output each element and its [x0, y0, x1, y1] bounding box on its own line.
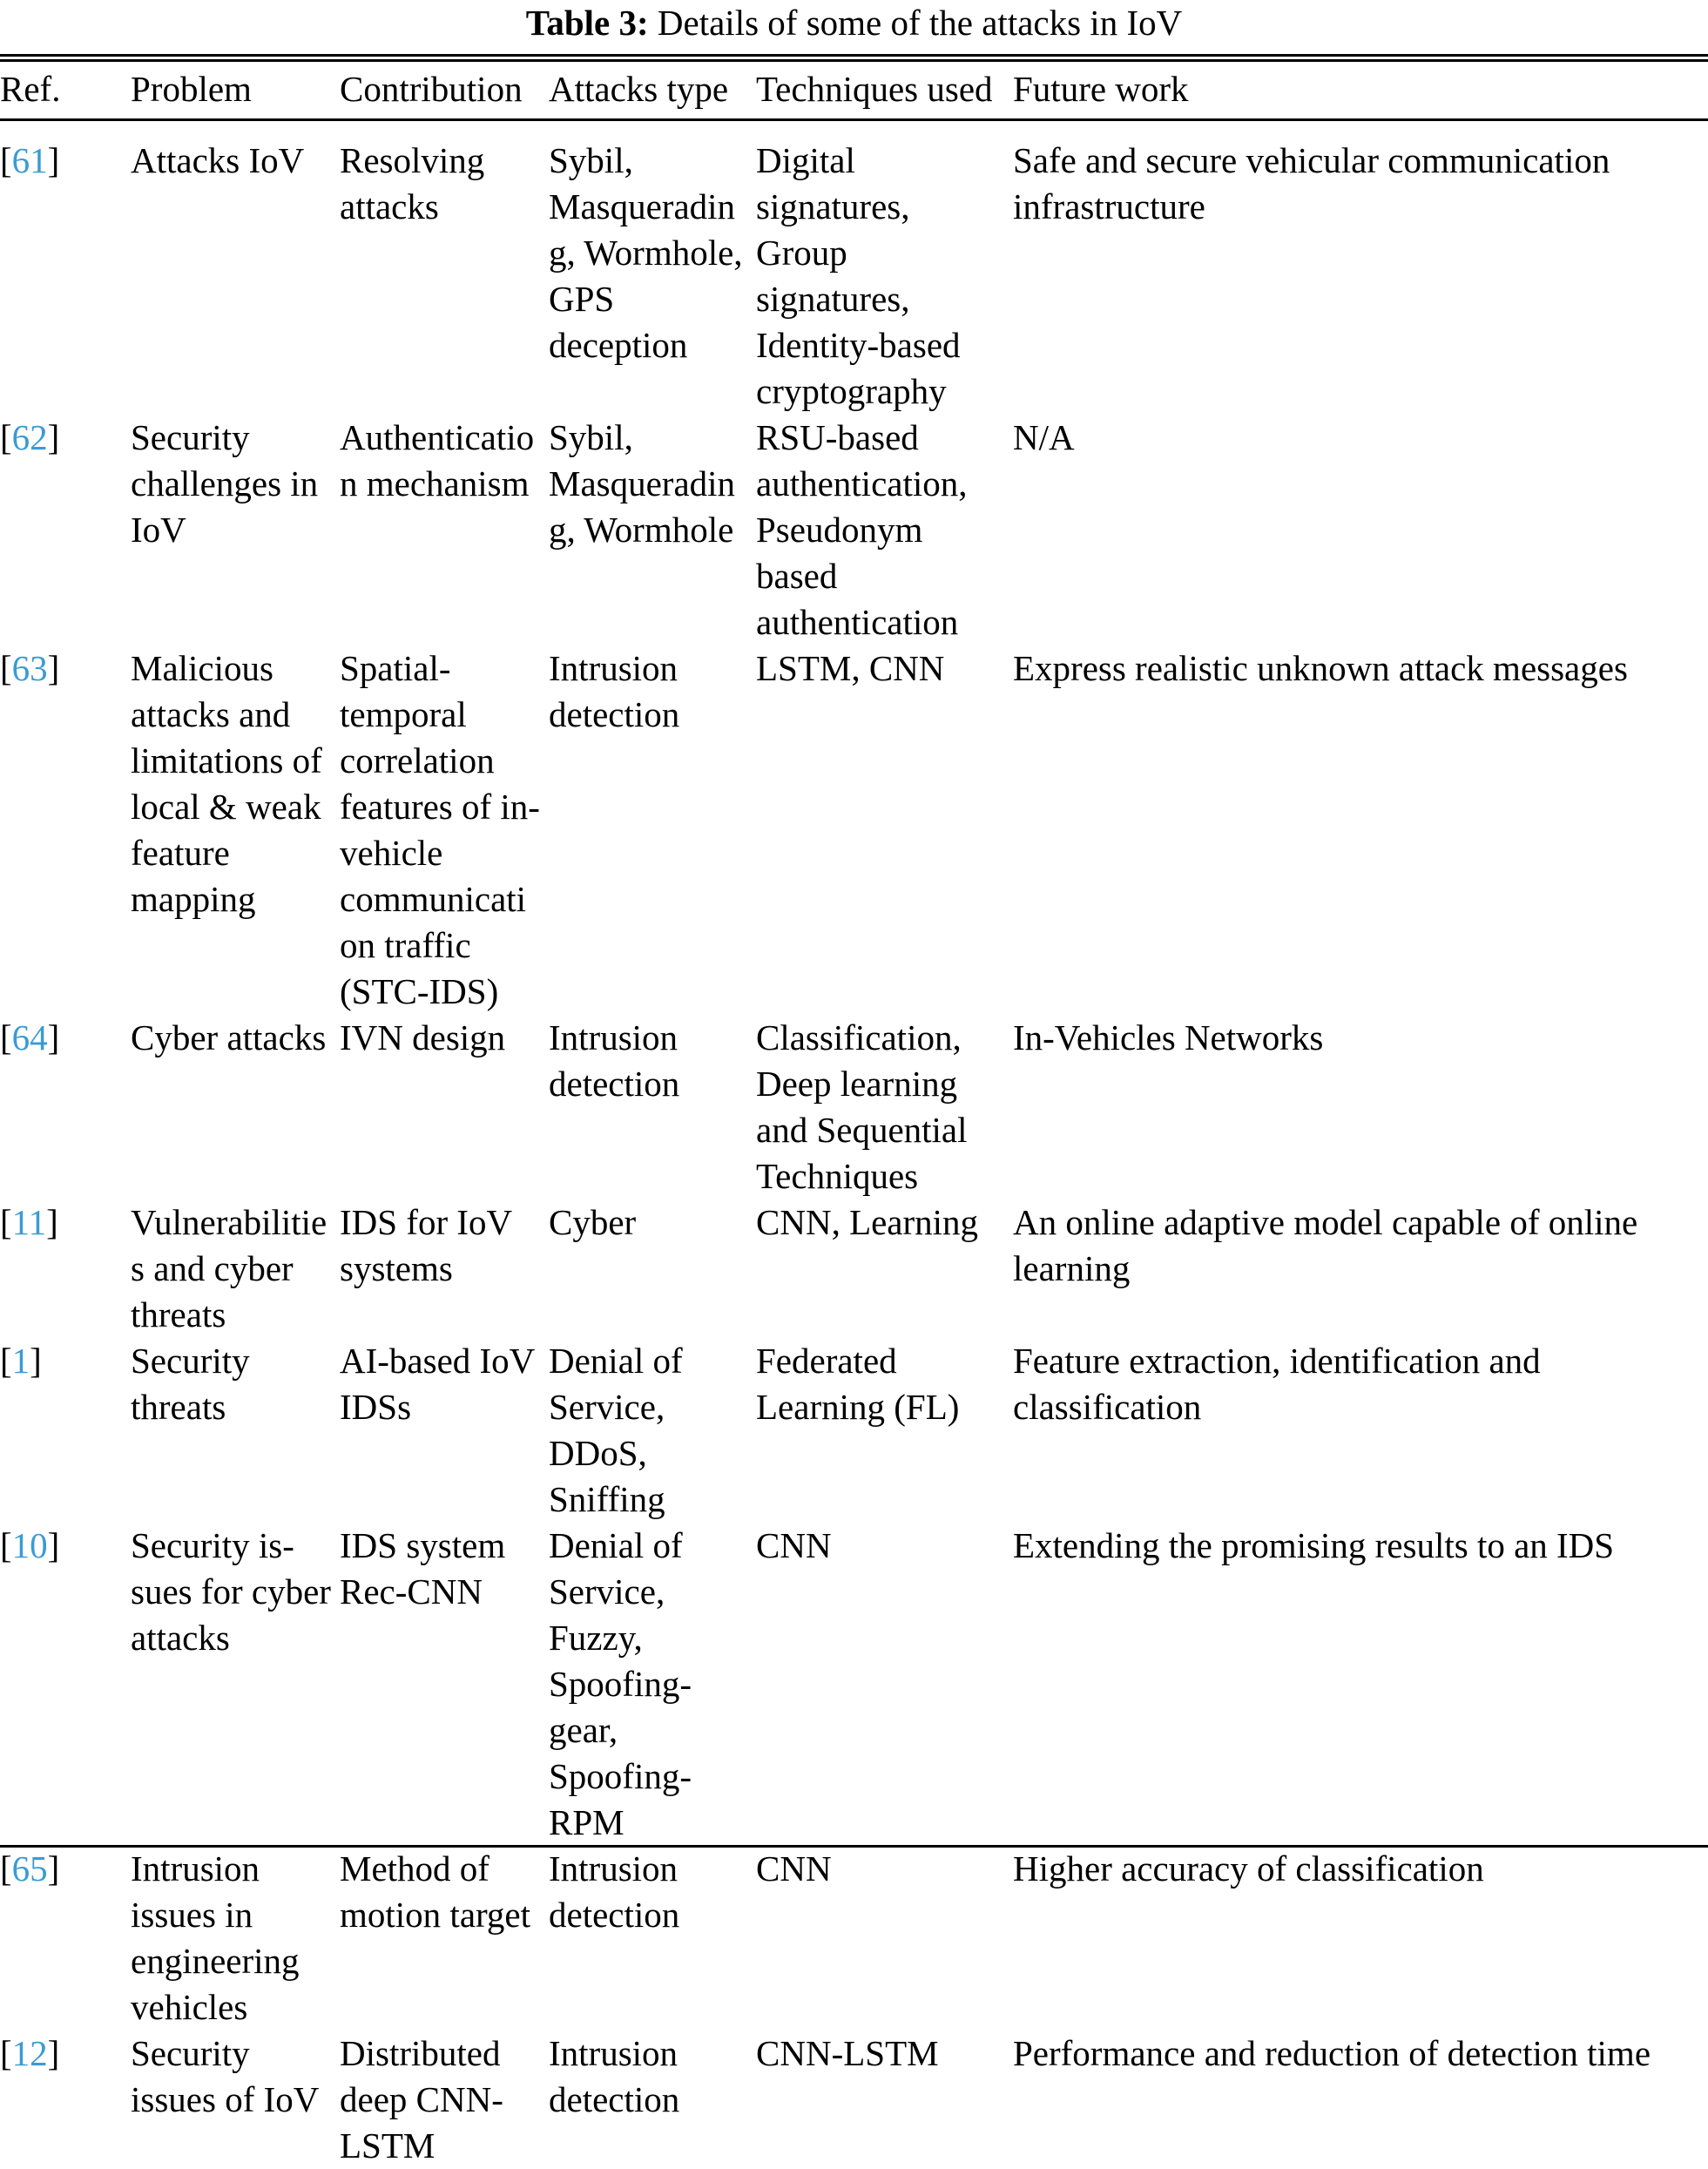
reference-link[interactable]	[0, 645, 131, 692]
cell-problem-text: Security challenges in IoV	[131, 417, 319, 550]
bracket-close: ]	[47, 1525, 60, 1565]
column-header-problem-label: Problem	[131, 69, 252, 109]
cell-ref	[0, 1338, 131, 1523]
cell-future-work-text: Extending the promising results to an IDS	[1013, 1525, 1615, 1565]
bracket-open: [	[0, 1341, 12, 1381]
bracket-close: ]	[30, 1341, 42, 1381]
cell-techniques-used	[756, 1199, 1013, 1338]
reference-link[interactable]	[0, 1523, 131, 1569]
cell-techniques-used-text: CNN, Learning	[756, 1202, 979, 1242]
cell-attacks-type-text: Intrusion detection	[549, 1848, 680, 1935]
bracket-close: ]	[47, 417, 60, 457]
cell-contribution	[340, 1846, 549, 2030]
cell-contribution-text: Resolving attacks	[340, 140, 485, 226]
cell-problem	[131, 1523, 340, 1846]
table-row	[0, 1846, 1708, 2030]
cell-problem	[131, 1338, 340, 1523]
cell-techniques-used-text: CNN	[756, 1525, 832, 1565]
cell-techniques-used-text: RSU-based authentication, Pseudonym based authentication	[756, 417, 968, 642]
cell-techniques-used	[756, 1015, 1013, 1199]
cell-attacks-type-text: Sybil, Masquerading, Wormhole	[549, 417, 736, 550]
cell-future-work-text: An online adaptive model capable of online learning	[1013, 1202, 1638, 1288]
table-row	[0, 415, 1708, 645]
cell-future-work	[1013, 1846, 1708, 2030]
table-row	[0, 138, 1708, 415]
cell-attacks-type	[549, 138, 756, 415]
bracket-open: [	[0, 140, 12, 180]
cell-attacks-type-text: Intrusion detection	[549, 2033, 680, 2119]
cell-contribution-text: IVN design	[340, 1017, 506, 1057]
cell-problem	[131, 1846, 340, 2030]
cell-future-work	[1013, 1199, 1708, 1338]
cell-ref	[0, 2030, 131, 2169]
cell-problem-text: Vulnerabilities and cyber threats	[131, 1202, 327, 1335]
cell-attacks-type-text: Sybil, Masquerading, Wormhole, GPS deception	[549, 140, 743, 365]
cell-contribution	[340, 1523, 549, 1846]
cell-future-work-text: Performance and reduction of detection time	[1013, 2033, 1651, 2073]
cell-future-work	[1013, 1523, 1708, 1846]
table-caption	[0, 0, 1708, 45]
cell-contribution-text: IDS for IoV systems	[340, 1202, 512, 1288]
cell-attacks-type-text: Denial of Service, Fuzzy, Spoofing-gear, Spoofing-RPM	[549, 1525, 692, 1842]
cell-ref	[0, 1015, 131, 1199]
cell-problem-text: Malicious attacks and limitations of local & weak feature mapping	[131, 648, 322, 919]
cell-contribution-text: Spatial-temporal correlation features of in-vehicle communication traffic (STC-IDS)	[340, 648, 540, 1011]
cell-techniques-used-text: LSTM, CNN	[756, 648, 945, 688]
bracket-open: [	[0, 417, 12, 457]
bracket-close: ]	[47, 2033, 60, 2073]
cell-future-work	[1013, 138, 1708, 415]
table-header-row	[0, 66, 1708, 138]
reference-number[interactable]: 61	[11, 140, 48, 180]
cell-attacks-type	[549, 1015, 756, 1199]
table-header	[0, 66, 1708, 138]
cell-techniques-used-text: Federated Learning (FL)	[756, 1341, 960, 1427]
cell-techniques-used-text: CNN	[756, 1848, 832, 1889]
cell-attacks-type	[549, 1338, 756, 1523]
cell-contribution	[340, 2030, 549, 2169]
cell-attacks-type	[549, 645, 756, 1015]
cell-attacks-type-text: Denial of Service, DDoS, Sniffing	[549, 1341, 683, 1519]
cell-attacks-type-text: Cyber	[549, 1202, 637, 1242]
reference-link[interactable]	[0, 2030, 131, 2077]
reference-number[interactable]: 65	[11, 1848, 48, 1889]
reference-link[interactable]	[0, 1015, 131, 1061]
cell-ref	[0, 1846, 131, 2030]
cell-attacks-type-text: Intrusion detection	[549, 1017, 680, 1104]
reference-number[interactable]: 12	[11, 2033, 48, 2073]
cell-techniques-used	[756, 415, 1013, 645]
cell-problem-text: Cyber attacks	[131, 1017, 327, 1057]
cell-contribution-text: IDS system Rec-CNN	[340, 1525, 506, 1612]
cell-techniques-used	[756, 1338, 1013, 1523]
cell-attacks-type	[549, 2030, 756, 2169]
column-header-contribution	[340, 66, 549, 138]
cell-techniques-used-text: Digital signatures, Group signatures, Identity-based cryptography	[756, 140, 961, 411]
reference-link[interactable]	[0, 138, 131, 184]
cell-future-work-text: N/A	[1013, 417, 1075, 457]
column-header-techniques-used-label: Techniques used	[756, 69, 993, 109]
table-row	[0, 1523, 1708, 1846]
cell-techniques-used-text: CNN-LSTM	[756, 2033, 939, 2073]
cell-attacks-type	[549, 1199, 756, 1338]
table-row	[0, 1015, 1708, 1199]
cell-contribution	[340, 138, 549, 415]
cell-attacks-type	[549, 415, 756, 645]
cell-problem-text: Intrusion issues in engineering vehicles	[131, 1848, 300, 2027]
table-row	[0, 1199, 1708, 1338]
reference-link[interactable]	[0, 1846, 131, 1892]
cell-contribution	[340, 645, 549, 1015]
bracket-open: [	[0, 648, 12, 688]
reference-number[interactable]: 1	[11, 1341, 30, 1381]
bracket-close: ]	[47, 1848, 60, 1889]
cell-techniques-used	[756, 645, 1013, 1015]
cell-contribution	[340, 1338, 549, 1523]
cell-problem-text: Attacks IoV	[131, 140, 305, 180]
bracket-open: [	[0, 1202, 12, 1242]
table-body	[0, 138, 1708, 2169]
bracket-close: ]	[46, 1202, 58, 1242]
bracket-open: [	[0, 2033, 12, 2073]
column-header-attacks-type	[549, 66, 756, 138]
column-header-contribution-label: Contribution	[340, 69, 523, 109]
cell-contribution	[340, 1015, 549, 1199]
cell-techniques-used	[756, 1846, 1013, 2030]
bracket-close: ]	[47, 648, 60, 688]
cell-attacks-type-text: Intrusion detection	[549, 648, 680, 734]
table-row	[0, 645, 1708, 1015]
table-row	[0, 1338, 1708, 1523]
bracket-open: [	[0, 1017, 12, 1057]
cell-future-work-text: Express realistic unknown attack messages	[1013, 648, 1628, 688]
column-header-ref-label: Ref.	[0, 69, 61, 109]
cell-ref	[0, 1199, 131, 1338]
bracket-open: [	[0, 1525, 12, 1565]
cell-problem-text: Security is-sues for cyber attacks	[131, 1525, 331, 1658]
cell-techniques-used-text: Classification, Deep learning and Sequential Techniques	[756, 1017, 968, 1196]
cell-ref	[0, 1523, 131, 1846]
cell-future-work	[1013, 1015, 1708, 1199]
reference-number[interactable]: 11	[11, 1202, 47, 1242]
reference-number[interactable]: 10	[11, 1525, 48, 1565]
cell-problem	[131, 415, 340, 645]
cell-ref	[0, 645, 131, 1015]
cell-problem-text: Security issues of IoV	[131, 2033, 320, 2119]
cell-future-work-text: Safe and secure vehicular communication infrastructure	[1013, 140, 1610, 226]
column-header-ref	[0, 66, 131, 138]
cell-contribution-text: Method of motion target	[340, 1848, 531, 1935]
column-header-future-work-label: Future work	[1013, 69, 1189, 109]
cell-contribution	[340, 1199, 549, 1338]
bracket-close: ]	[47, 140, 60, 180]
table-top-rule	[0, 54, 1708, 62]
reference-link[interactable]	[0, 415, 131, 461]
reference-link[interactable]	[0, 1199, 131, 1246]
cell-ref	[0, 138, 131, 415]
reference-number[interactable]: 64	[11, 1017, 48, 1057]
table-caption-label: Table 3:	[525, 3, 649, 43]
cell-contribution	[340, 415, 549, 645]
cell-future-work	[1013, 645, 1708, 1015]
column-header-techniques-used	[756, 66, 1013, 138]
cell-future-work-text: Feature extraction, identification and classification	[1013, 1341, 1541, 1427]
cell-ref	[0, 415, 131, 645]
table-row	[0, 2030, 1708, 2169]
cell-future-work	[1013, 415, 1708, 645]
column-header-attacks-type-label: Attacks type	[549, 69, 729, 109]
reference-link[interactable]	[0, 1338, 131, 1384]
bracket-close: ]	[47, 1017, 60, 1057]
cell-techniques-used	[756, 138, 1013, 415]
cell-problem	[131, 645, 340, 1015]
attacks-table	[0, 66, 1708, 2169]
cell-techniques-used	[756, 1523, 1013, 1846]
cell-attacks-type	[549, 1523, 756, 1846]
cell-attacks-type	[549, 1846, 756, 2030]
cell-problem-text: Security threats	[131, 1341, 250, 1427]
bracket-open: [	[0, 1848, 12, 1889]
column-header-problem	[131, 66, 340, 138]
cell-problem	[131, 138, 340, 415]
cell-contribution-text: Distributed deep CNN-LSTM	[340, 2033, 503, 2166]
attacks-table-wrapper	[0, 66, 1708, 2169]
reference-number[interactable]: 62	[11, 417, 48, 457]
cell-problem	[131, 1015, 340, 1199]
cell-future-work-text: Higher accuracy of classification	[1013, 1848, 1484, 1889]
cell-future-work	[1013, 1338, 1708, 1523]
cell-techniques-used	[756, 2030, 1013, 2169]
reference-number[interactable]: 63	[11, 648, 48, 688]
cell-future-work	[1013, 2030, 1708, 2169]
cell-problem	[131, 2030, 340, 2169]
cell-future-work-text: In-Vehicles Networks	[1013, 1017, 1324, 1057]
table-caption-text: Details of some of the attacks in IoV	[657, 3, 1183, 43]
cell-problem	[131, 1199, 340, 1338]
cell-contribution-text: Authentication mechanism	[340, 417, 535, 503]
column-header-future-work	[1013, 66, 1708, 138]
cell-contribution-text: AI-based IoV IDSs	[340, 1341, 535, 1427]
